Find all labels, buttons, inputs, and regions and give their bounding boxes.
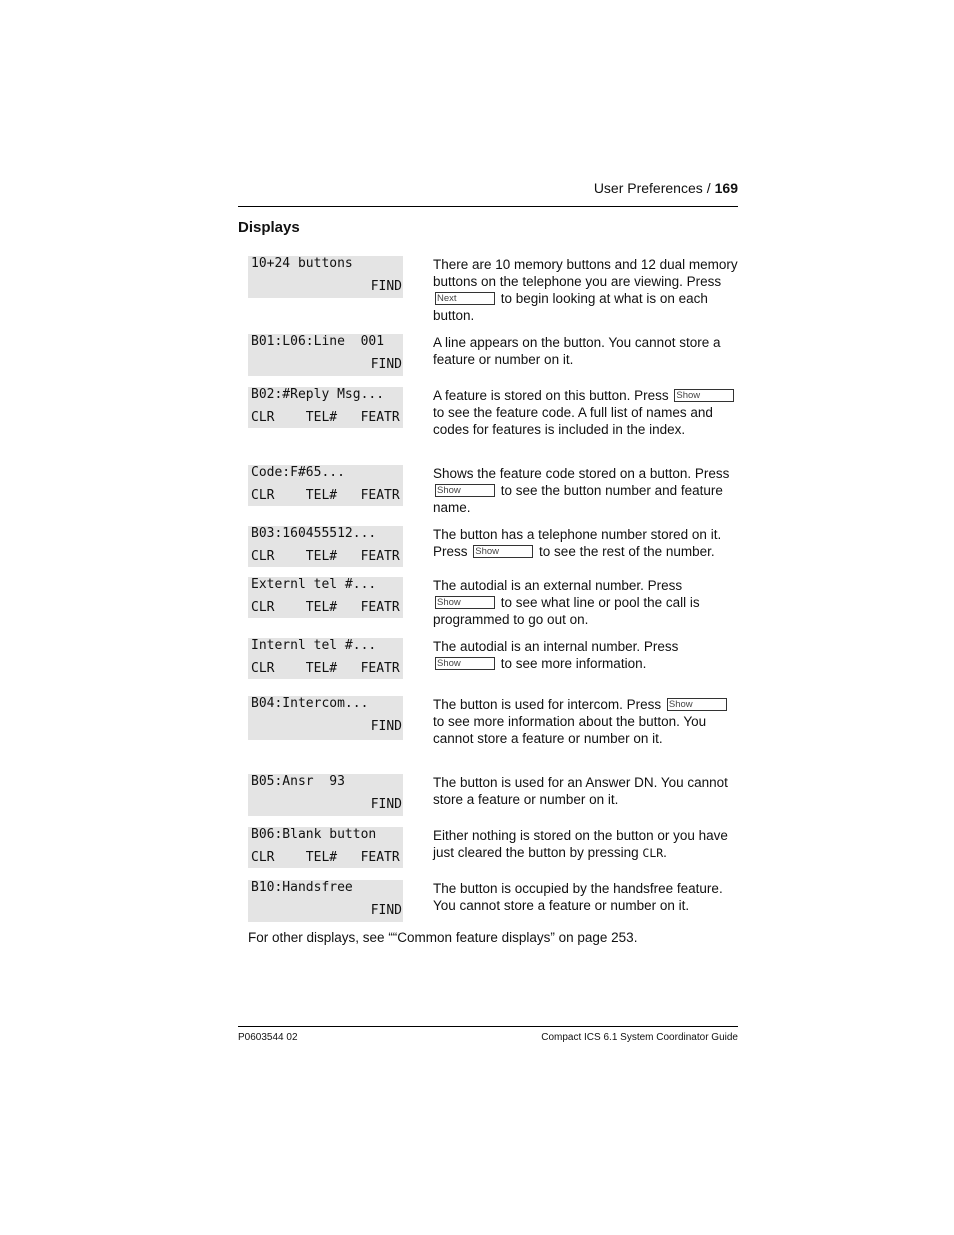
row-description [433,696,738,747]
page-number: 169 [714,180,738,196]
lcd-line-1: B01:L06:Line 001 [251,334,385,349]
lcd-display [248,334,403,376]
row-description [433,526,738,560]
lcd-line-1: Internl tel #... [251,638,377,653]
lcd-display [248,256,403,298]
lcd-display [248,827,403,868]
desc-text: to see the button number and feature name. [433,483,723,515]
show-button: Show [435,484,495,497]
desc-text: The button is used for an Answer DN. You cannot store a feature or number on it. [433,775,728,807]
footnote: For other displays, see ““Common feature displays” on page 253. [248,930,638,945]
show-button: Show [674,389,734,402]
desc-text: to begin looking at what is on each button. [433,291,708,323]
lcd-display [248,465,403,506]
desc-text: Shows the feature code stored on a button. Press [433,466,730,481]
desc-text: . [663,845,667,860]
document-title: Compact ICS 6.1 System Coordinator Guide [541,1032,738,1043]
lcd-display [248,577,403,618]
lcd-line-1: B10:Handsfree [251,880,353,895]
lcd-line-1: B02:#Reply Msg... [251,387,385,402]
desc-text: The button has a telephone number stored on it. Press [433,527,722,559]
lcd-line-2: CLR TEL# FEATR [251,410,400,425]
lcd-line-1: 10+24 buttons [251,256,353,271]
lcd-line-2: FIND [370,357,402,372]
desc-text: A feature is stored on this button. Press [433,388,669,403]
desc-text: The autodial is an external number. Press [433,578,683,593]
desc-text: Either nothing is stored on the button or you have just cleared the button by pressing [433,828,728,860]
desc-text: to see more information about the button. You cannot store a feature or number on it. [433,714,707,746]
lcd-line-1: B03:160455512... [251,526,377,541]
lcd-line-2: CLR TEL# FEATR [251,488,400,503]
desc-text: The autodial is an internal number. Press [433,639,679,654]
lcd-line-1: B04:Intercom... [251,696,369,711]
clr-key-text: CLR [642,846,664,860]
lcd-display [248,774,403,816]
lcd-line-2: CLR TEL# FEATR [251,661,400,676]
row-description [433,465,738,516]
page-header [238,180,738,207]
lcd-display [248,638,403,679]
next-button: Next [435,292,495,305]
lcd-line-1: Externl tel #... [251,577,377,592]
lcd-line-2: CLR TEL# FEATR [251,549,400,564]
lcd-line-1: B06:Blank button [251,827,377,842]
header-section: User Preferences [593,180,703,196]
desc-text: to see the rest of the number. [539,544,715,559]
lcd-line-2: CLR TEL# FEATR [251,850,400,865]
section-title: Displays [238,219,300,236]
lcd-display [248,387,403,428]
desc-text: The button is occupied by the handsfree feature. You cannot store a feature or number on it. [433,881,723,913]
show-button: Show [435,657,495,670]
lcd-display [248,526,403,567]
row-description [433,256,738,324]
desc-text: There are 10 memory buttons and 12 dual memory buttons on the telephone you are viewing. Press [433,257,738,289]
show-button: Show [435,596,495,609]
desc-text: to see what line or pool the call is programmed to go out on. [433,595,700,627]
lcd-line-1: Code:F#65... [251,465,345,480]
page-footer [238,1026,738,1043]
row-description [433,880,738,914]
header-separator: / [706,180,711,196]
desc-text: A line appears on the button. You cannot store a feature or number on it. [433,335,721,367]
row-description [433,774,738,808]
lcd-line-2: FIND [370,903,402,918]
show-button: Show [473,545,533,558]
desc-text: to see the feature code. A full list of names and codes for features is included in the index. [433,405,713,437]
desc-text: The button is used for intercom. Press [433,697,662,712]
row-description [433,387,738,438]
document-number: P0603544 02 [238,1032,298,1043]
header-text [594,180,738,196]
lcd-line-2: FIND [370,719,402,734]
lcd-line-1: B05:Ansr 93 [251,774,345,789]
lcd-line-2: CLR TEL# FEATR [251,600,400,615]
lcd-line-2: FIND [370,279,402,294]
show-button: Show [667,698,727,711]
lcd-display [248,696,403,740]
lcd-display [248,880,403,922]
row-description [433,638,738,672]
row-description [433,334,738,368]
desc-text: to see more information. [500,656,647,671]
row-description [433,577,738,628]
row-description [433,827,738,862]
lcd-line-2: FIND [370,797,402,812]
